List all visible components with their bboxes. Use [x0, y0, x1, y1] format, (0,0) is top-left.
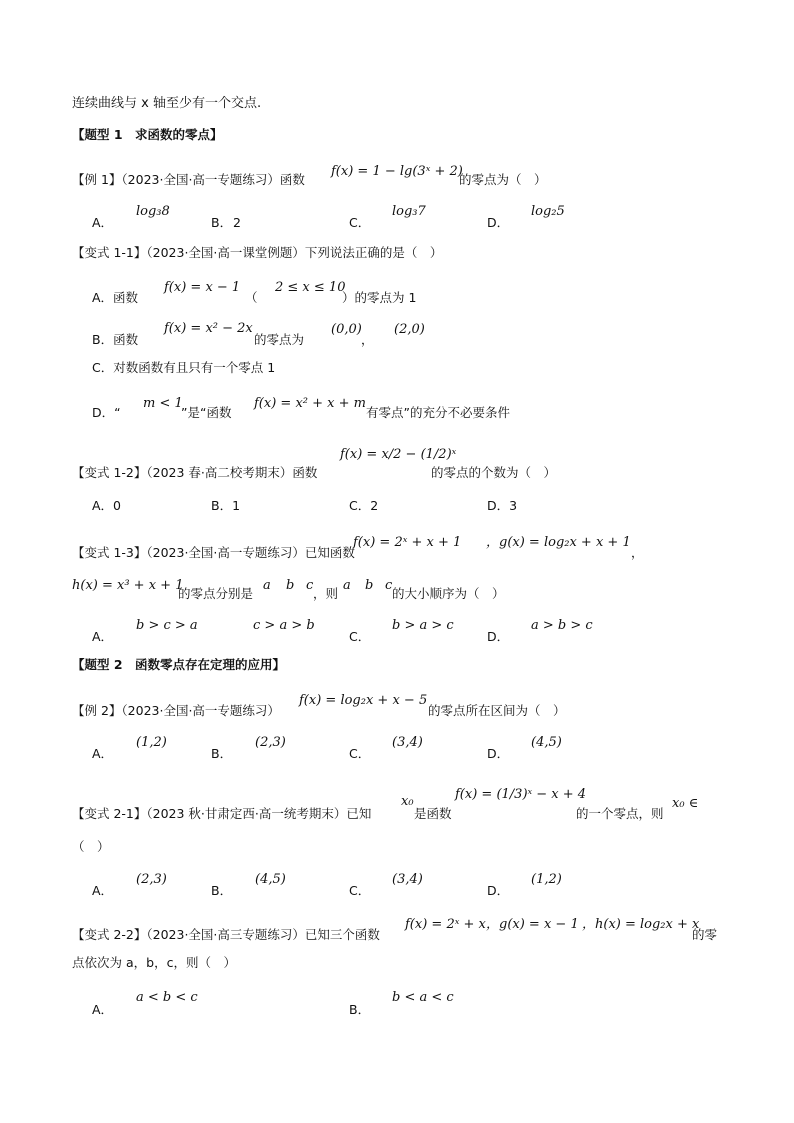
ex1-option-a-label[interactable]: A． — [92, 215, 114, 230]
section-heading-2: 【题型 2 函数零点存在定理的应用】 — [72, 657, 286, 672]
v21-x0-in: x₀ ∈ — [672, 796, 699, 811]
v22-option-b-label[interactable]: B． — [349, 1002, 371, 1017]
v12-stem: 【变式 1-2】（2023 春·高二校考期末）函数 — [72, 465, 318, 480]
v21-option-c[interactable]: (3,4) — [392, 872, 423, 887]
v13-c2: c — [385, 578, 393, 593]
v21-option-a-label[interactable]: A． — [92, 883, 114, 898]
v22-line2: 点依次为 a，b，c，则（ ） — [72, 955, 236, 970]
ex1-option-d[interactable]: log₂5 — [531, 204, 565, 219]
v21-x0: x₀ — [401, 794, 414, 809]
v13-h: h(x) = x³ + x + 1 — [72, 578, 184, 593]
v11-a-lparen: （ — [245, 290, 258, 305]
ex1-tail: 的零点为（ ） — [459, 172, 547, 187]
v22-g: ，g(x) = x − 1 — [486, 917, 579, 932]
ex2-stem: 【例 2】（2023·全国·高一专题练习） — [72, 703, 280, 718]
v13-a2: a — [343, 578, 351, 593]
ex2-option-c-label[interactable]: C． — [349, 746, 371, 761]
v13-c: c — [306, 578, 314, 593]
section-heading-1: 【题型 1 求函数的零点】 — [72, 127, 223, 142]
v22-stem: 【变式 2-2】（2023·全国·高三专题练习）已知三个函数 — [72, 927, 380, 942]
v11-b-pre[interactable]: B．函数 — [92, 332, 139, 347]
v22-option-a[interactable]: a < b < c — [136, 990, 198, 1005]
v22-option-a-label[interactable]: A． — [92, 1002, 114, 1017]
v13-option-c-label[interactable]: C． — [349, 629, 371, 644]
v11-b-point2: (2,0) — [394, 322, 425, 337]
v21-option-d-label[interactable]: D． — [487, 883, 510, 898]
v13-then: ，则 — [313, 586, 339, 601]
v11-a-cond: 2 ≤ x ≤ 10 — [275, 280, 346, 295]
v13-option-d-label[interactable]: D． — [487, 629, 510, 644]
v11-b-point1: (0,0) — [331, 322, 362, 337]
ex2-option-c[interactable]: (3,4) — [392, 735, 423, 750]
v22-f: f(x) = 2ˣ + x — [405, 917, 486, 932]
v11-d-pre[interactable]: D．“ — [92, 405, 121, 420]
ex1-option-c[interactable]: log₃7 — [392, 204, 426, 219]
ex1-option-d-label[interactable]: D． — [487, 215, 510, 230]
v11-d-func: f(x) = x² + x + m — [254, 396, 366, 411]
intro-text: 连续曲线与 x 轴至少有一个交点. — [72, 96, 262, 111]
v11-a-func: f(x) = x − 1 — [164, 280, 241, 295]
v13-g-end: ， — [631, 545, 644, 560]
v13-stem: 【变式 1-3】（2023·全国·高一专题练习）已知函数 — [72, 545, 355, 560]
v13-option-a[interactable]: b > c > a — [136, 618, 198, 633]
v11-stem: 【变式 1-1】（2023·全国·高一课堂例题）下列说法正确的是（ ） — [72, 245, 443, 260]
ex2-option-d[interactable]: (4,5) — [531, 735, 562, 750]
v21-option-b[interactable]: (4,5) — [255, 872, 286, 887]
ex1-option-a[interactable]: log₃8 — [136, 204, 170, 219]
v13-tail: 的大小顺序为（ ） — [392, 586, 505, 601]
v13-option-b[interactable]: c > a > b — [253, 618, 315, 633]
ex2-option-a-label[interactable]: A． — [92, 746, 114, 761]
ex2-option-b-label[interactable]: B． — [211, 746, 233, 761]
v21-mid: 是函数 — [414, 806, 452, 821]
v13-option-c[interactable]: b > a > c — [392, 618, 454, 633]
v13-g: ，g(x) = log₂x + x + 1 — [486, 535, 631, 550]
v21-stem: 【变式 2-1】（2023 秋·甘肃定西·高一统考期末）已知 — [72, 806, 372, 821]
v12-tail: 的零点的个数为（ ） — [431, 465, 557, 480]
v22-option-b[interactable]: b < a < c — [392, 990, 454, 1005]
v13-b: b — [286, 578, 295, 593]
v13-b2: b — [365, 578, 374, 593]
ex2-option-d-label[interactable]: D． — [487, 746, 510, 761]
v11-d-mid: ”是“函数 — [181, 405, 232, 420]
v13-f: f(x) = 2ˣ + x + 1 — [353, 535, 462, 550]
v12-option-b[interactable]: B．1 — [211, 498, 241, 513]
v12-option-c[interactable]: C．2 — [349, 498, 379, 513]
v21-option-a[interactable]: (2,3) — [136, 872, 167, 887]
v13-mid: 的零点分别是 — [178, 586, 254, 601]
v22-tail: 的零 — [692, 927, 718, 942]
v13-a: a — [263, 578, 271, 593]
v21-option-b-label[interactable]: B． — [211, 883, 233, 898]
v21-func: f(x) = (1/3)ˣ − x + 4 — [455, 787, 587, 802]
v12-func: f(x) = x/2 − (1/2)ˣ — [340, 447, 457, 462]
ex1-option-b-label[interactable]: B． — [211, 215, 233, 230]
v21-option-c-label[interactable]: C． — [349, 883, 371, 898]
v12-option-a[interactable]: A．0 — [92, 498, 122, 513]
v11-b-comma: ， — [361, 332, 374, 347]
v11-d-tail: 有零点”的充分不必要条件 — [366, 405, 510, 420]
ex2-option-a[interactable]: (1,2) — [136, 735, 167, 750]
v11-d-cond: m < 1 — [143, 396, 183, 411]
v22-h: ，h(x) = log₂x + x — [582, 917, 700, 932]
v11-c[interactable]: C．对数函数有且只有一个零点 1 — [92, 360, 276, 375]
v21-paren: （ ） — [72, 839, 110, 854]
ex1-function: f(x) = 1 − lg(3ˣ + 2) — [331, 164, 463, 179]
v21-tail: 的一个零点，则 — [576, 806, 664, 821]
v13-option-a-label[interactable]: A． — [92, 629, 114, 644]
v13-option-d[interactable]: a > b > c — [531, 618, 593, 633]
v11-a-tail: ）的零点为 1 — [342, 290, 417, 305]
v21-option-d[interactable]: (1,2) — [531, 872, 562, 887]
ex1-option-c-label[interactable]: C． — [349, 215, 371, 230]
v11-b-mid: 的零点为 — [254, 332, 305, 347]
v11-a-pre[interactable]: A．函数 — [92, 290, 139, 305]
ex1-stem: 【例 1】（2023·全国·高一专题练习）函数 — [72, 172, 305, 187]
ex1-option-b[interactable]: 2 — [233, 215, 241, 230]
ex2-option-b[interactable]: (2,3) — [255, 735, 286, 750]
ex2-tail: 的零点所在区间为（ ） — [428, 703, 566, 718]
v11-b-func: f(x) = x² − 2x — [164, 321, 253, 336]
ex2-func: f(x) = log₂x + x − 5 — [299, 693, 428, 708]
v12-option-d[interactable]: D．3 — [487, 498, 518, 513]
